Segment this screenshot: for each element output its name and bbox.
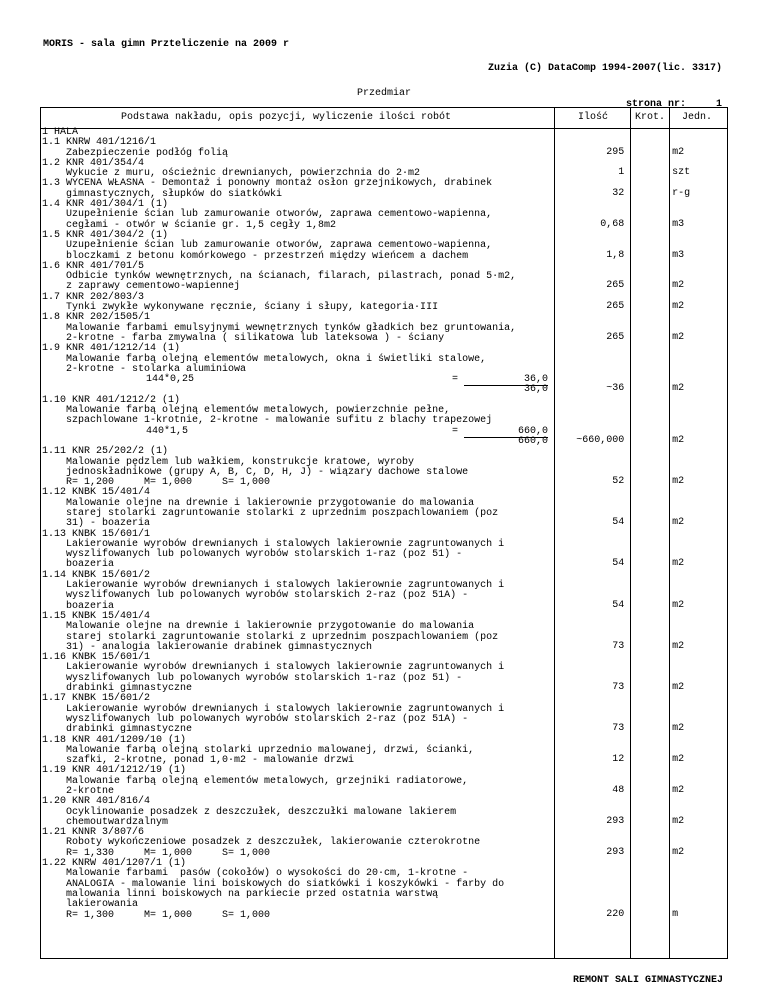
item-quantity: 1,8 [606,249,625,261]
item-text-line: Uzupełnienie ścian lub zamurowanie otworów, zaprawa cementowo-wapienna, [42,209,493,221]
item-text-line: Malowanie farbą olejną stolarki uprzednio malowanej, drzwi, ścianki, [42,744,475,756]
item-text-line: wyszlifowanych lub polowanych wyrobów stolarskich 2-raz (poz 51A) - [42,590,469,602]
item-quantity: 52 [612,476,625,488]
item-text-line: bloczkami z betonu komórkowego - przestrzeń między wieńcem a dachem [42,250,469,262]
item-quantity-cell [552,128,628,138]
item-multiplier-cell [628,344,667,395]
item-unit-cell [667,396,727,447]
item-quantity-cell [552,293,628,314]
column-header-description: Podstawa nakładu, opis pozycji, wyliczenie ilości robót [121,112,452,123]
item-unit: r-g [672,187,691,199]
document-title: Przedmiar [356,88,411,99]
calc-value: 660,0 [464,427,548,438]
item-unit: m2 [672,754,685,766]
item-text-line: boazeria [42,559,115,571]
item-quantity: 48 [612,785,625,796]
item-code-line: 1.15 KNBK 15/401/4 [42,610,151,622]
item-code-line: 1.12 KNBK 15/401/4 [42,487,151,499]
item-description [41,736,552,767]
item-quantity: 73 [612,640,625,652]
item-quantity-cell [552,766,628,797]
item-quantity: 32 [612,187,625,199]
item-quantity-cell [552,396,628,447]
item-quantity: 12 [612,754,625,766]
item-unit: m2 [672,640,685,652]
item-unit: m2 [672,723,685,735]
item-multiplier-cell [628,530,667,571]
item-text-line: gimnastycznych, słupków do siatkówki [42,188,283,200]
table-row [41,231,727,262]
item-quantity-cell [552,262,628,293]
table-row [41,293,727,314]
item-text-line: Lakierowanie wyrobów drewnianych i stalowych lakierownie zagruntowanych i [42,703,505,715]
item-quantity-cell [552,828,628,859]
item-unit: m2 [672,815,685,827]
item-description [41,766,552,797]
item-unit: m2 [672,280,685,292]
calc-total: 660,0 [517,435,548,447]
header-left: MORIS - sala gimn Przteliczenie na 2009 r [43,39,290,50]
item-text-line: 2-krotne - stolarka aluminiowa [42,363,247,375]
item-multiplier-cell [628,293,667,314]
item-text-line: 31) - boazeria [42,518,151,530]
item-quantity-cell [552,179,628,200]
item-description [41,797,552,828]
item-text-line: Tynki zwykłe wykonywane ręcznie, ściany i słupy, kategoria·III [42,302,439,314]
item-text-line: Roboty wykończeniowe posadzek z deszczułek, lakierowanie czterokrotne [42,837,481,849]
item-text-line: Malowanie farbą olejną elementów metalowych, okna i świetliki stalowe, [42,353,487,365]
item-quantity: 295 [606,146,625,158]
item-text-line: malowania linni boiskowych na parkiecie przed ostatnia warstwą [42,888,439,900]
item-description [41,612,552,653]
table-row [41,262,727,293]
table-row [41,344,727,395]
item-multiplier-cell [628,396,667,447]
item-description [41,396,552,447]
item-unit-cell [667,313,727,344]
table-row [41,488,727,529]
calc-expression: 440*1,5 [146,425,189,437]
table-row [41,200,727,231]
item-multiplier-cell [628,159,667,180]
item-code-line: 1.2 KNR 401/354/4 [42,157,145,169]
item-text-line: Malowanie farbą olejną elementów metalowych, powierzchnie pełne, [42,405,451,417]
item-quantity-cell [552,736,628,767]
item-multiplier-cell [628,128,667,138]
item-text-line: Malowanie olejne na drewnie i lakierownie przygotowanie do malowania [42,497,475,509]
header-page-number: strona nr: 1 [625,99,722,110]
item-multiplier-cell [628,262,667,293]
item-unit-cell [667,694,727,735]
item-code-line: 1.1 KNRW 401/1216/1 [42,137,157,149]
item-unit-cell [667,138,727,159]
item-unit: m2 [672,331,685,343]
item-text-line: lakierowania [42,899,139,911]
item-multiplier-cell [628,447,667,488]
item-description [41,447,552,488]
item-text-line: 2-krotne - farba zmywalna ( silikatowa lub lateksowa ) - ściany [42,332,445,344]
item-unit: m2 [672,599,685,611]
item-unit: m2 [672,682,685,694]
item-text-line: cegłami - otwór w ścianie gr. 1,5 cegły 1,8m2 [42,219,337,231]
item-text-line: boazeria [42,600,115,612]
item-text-line: Malowanie farbami pasów (cokołów) o wysokości do 20·cm, 1-krotne - [42,868,469,880]
column-header-quantity: Ilość [578,112,609,123]
table-row [41,694,727,735]
footer-title: REMONT SALI GIMNASTYCZNEJ [572,975,723,986]
calc-equals: = [452,425,459,437]
item-quantity: 265 [606,280,625,292]
item-text-line: Wykucie z muru, ościeżnic drewnianych, powierzchnia do 2·m2 [42,168,421,180]
item-description [41,200,552,231]
item-description [41,262,552,293]
item-unit: m3 [672,218,685,230]
item-code-line: 1.10 KNR 401/1212/2 (1) [42,394,181,406]
item-code-line: 1.20 KNR 401/816/4 [42,796,151,808]
item-multiplier-cell [628,488,667,529]
item-unit: m2 [672,434,685,446]
table-row [41,653,727,694]
item-unit-cell [667,159,727,180]
item-unit: m2 [672,517,685,529]
item-quantity: 0,68 [600,218,625,230]
table-row [41,612,727,653]
item-unit-cell [667,200,727,231]
item-unit-cell [667,447,727,488]
item-quantity-cell [552,859,628,921]
item-quantity-cell [552,231,628,262]
item-text-line: z zaprawy cementowo-wapiennej [42,281,241,293]
table-row [41,530,727,571]
item-description [41,488,552,529]
item-unit-cell [667,828,727,859]
item-code-line: 1.14 KNBK 15/601/2 [42,569,151,581]
item-description [41,828,552,859]
item-text-line: Malowanie farbami emulsyjnymi wewnętrznych tynków gładkich bez gruntowania, [42,322,517,334]
item-quantity-cell [552,447,628,488]
item-text-line: starej stolarki zagruntowanie stolarki z uprzednim poszpachlowaniem (poz [42,507,499,519]
item-description [41,344,552,395]
item-unit: m2 [672,146,685,158]
item-text-line: R= 1,330 M= 1,000 S= 1,000 [42,847,271,859]
item-text-line: Lakierowanie wyrobów drewnianych i stalowych lakierownie zagruntowanych i [42,662,505,674]
item-multiplier-cell [628,694,667,735]
item-description [41,694,552,735]
item-description [41,571,552,612]
item-code-line: 1.5 KNR 401/304/2 (1) [42,229,169,241]
calc-line [42,427,552,437]
table-row [41,396,727,447]
item-quantity: ~660,000 [576,434,625,446]
item-unit-cell [667,488,727,529]
item-text-line: 2-krotne [42,786,115,797]
item-quantity-cell [552,200,628,231]
item-code-line: 1.8 KNR 202/1505/1 [42,312,151,324]
item-quantity-cell [552,344,628,395]
item-quantity-cell [552,797,628,828]
item-text-line: Malowanie pędzlem lub wałkiem, konstrukcje kratowe, wyroby [42,456,415,468]
item-multiplier-cell [628,179,667,200]
item-multiplier-cell [628,766,667,797]
item-text-line: Lakierowanie wyrobów drewnianych i stalowych lakierownie zagruntowanych i [42,538,505,550]
item-text-line: R= 1,300 M= 1,000 S= 1,000 [42,909,271,921]
table-row [41,797,727,828]
item-quantity: 293 [606,846,625,858]
item-text-line: ANALOGIA - malowanie lini boiskowych do siatkówki i koszykówki - farby do [42,878,505,890]
estimate-table [40,107,728,959]
table-row [41,138,727,159]
item-text-line: jednoskładnikowe (grupy A, B, C, D, H, J) - wiązary dachowe stalowe [42,466,469,478]
item-multiplier-cell [628,313,667,344]
item-text-line: Lakierowanie wyrobów drewnianych i stalowych lakierownie zagruntowanych i [42,580,505,592]
table-row [41,447,727,488]
item-code-line: 1.11 KNR 25/202/2 (1) [42,446,169,458]
item-multiplier-cell [628,200,667,231]
item-quantity-cell [552,571,628,612]
item-text-line: szpachlowane 1-krotnie, 2-krotne - malowanie sufitu z blachy trapezowej [42,415,493,427]
item-description [41,530,552,571]
item-multiplier-cell [628,612,667,653]
item-text-line: drabinki gimnastyczne [42,724,193,736]
item-text-line: Zabezpieczenie podłóg folią [42,147,229,159]
item-unit: m2 [672,558,685,570]
item-quantity: 54 [612,517,625,529]
item-code-line: 1.6 KNR 401/701/5 [42,260,145,272]
item-multiplier-cell [628,653,667,694]
item-code-line: 1.19 KNR 401/1212/19 (1) [42,765,187,777]
item-text-line: chemoutwardzalnym [42,816,169,828]
item-unit-cell [667,571,727,612]
item-description [41,859,552,921]
item-text-line: drabinki gimnastyczne [42,683,193,695]
item-unit: m2 [672,785,685,796]
item-unit-cell [667,262,727,293]
table-row [41,159,727,180]
item-quantity-cell [552,530,628,571]
item-code-line: 1.18 KNR 401/1209/10 (1) [42,734,187,746]
item-text-line: Uzupełnienie ścian lub zamurowanie otworów, zaprawa cementowo-wapienna, [42,240,493,252]
table-row [41,766,727,797]
item-quantity-cell [552,159,628,180]
item-quantity: 265 [606,331,625,343]
item-quantity-cell [552,653,628,694]
item-multiplier-cell [628,736,667,767]
item-code-line: 1.7 KNR 202/803/3 [42,291,145,303]
item-quantity-cell [552,612,628,653]
item-quantity: 54 [612,599,625,611]
item-text-line: wyszlifowanych lub polowanych wyrobów stolarskich 1-raz (poz 51) - [42,549,463,561]
column-header-unit: Jedn. [682,112,713,123]
item-text-line: Malowanie olejne na drewnie i lakierownie przygotowanie do malowania [42,621,475,633]
item-description [41,231,552,262]
item-unit-cell [667,231,727,262]
item-quantity-cell [552,488,628,529]
item-unit-cell [667,859,727,921]
table-row [41,179,727,200]
item-unit-cell [667,612,727,653]
item-unit-cell [667,179,727,200]
item-code-line: 1.16 KNBK 15/601/1 [42,652,151,664]
table-row [41,828,727,859]
item-multiplier-cell [628,859,667,921]
calc-value: 36,0 [464,375,548,386]
calc-expression: 144*0,25 [146,374,195,386]
item-unit: szt [672,167,691,179]
item-text-line: wyszlifowanych lub polowanych wyrobów stolarskich 1-raz (poz 51) - [42,672,463,684]
header-program: Zuzia (C) DataComp 1994-2007(lic. 3317) [487,63,722,74]
calc-equals: = [452,374,459,386]
item-description [41,313,552,344]
table-body [41,128,727,921]
item-code-line: 1 HALA [42,127,79,138]
item-code-line: 1.13 KNBK 15/601/1 [42,528,151,540]
item-description [41,138,552,159]
item-unit: m3 [672,249,685,261]
item-code-line: 1.22 KNRW 401/1207/1 (1) [42,858,187,870]
item-quantity-cell [552,694,628,735]
item-quantity: 54 [612,558,625,570]
item-text-line: 31) - analogia lakierowanie drabinek gimnastycznych [42,641,373,653]
item-quantity: 265 [606,301,625,313]
item-quantity: 220 [606,908,625,920]
table-row [41,313,727,344]
calc-total: 36,0 [523,384,548,396]
item-code-line: 1.17 KNBK 15/601/2 [42,693,151,705]
item-unit: m2 [672,383,685,395]
item-unit-cell [667,128,727,138]
item-text-line: Ocyklinowanie posadzek z deszczułek, deszczułki malowane lakierem [42,806,457,818]
item-code-line: 1.9 KNR 401/1212/14 (1) [42,343,181,355]
item-quantity: 1 [618,167,625,179]
item-unit: m2 [672,476,685,488]
table-row [41,736,727,767]
item-multiplier-cell [628,231,667,262]
item-multiplier-cell [628,797,667,828]
table-row [41,571,727,612]
item-quantity: 293 [606,815,625,827]
item-unit: m [672,908,679,920]
item-unit-cell [667,766,727,797]
item-unit-cell [667,293,727,314]
item-unit: m2 [672,301,685,313]
item-description [41,179,552,200]
item-text-line: R= 1,200 M= 1,000 S= 1,000 [42,477,271,489]
item-quantity: 73 [612,723,625,735]
item-text-line: wyszlifowanych lub polowanych wyrobów stolarskich 2-raz (poz 51A) - [42,713,469,725]
item-quantity-cell [552,313,628,344]
item-unit-cell [667,653,727,694]
item-unit-cell [667,530,727,571]
item-multiplier-cell [628,571,667,612]
item-unit: m2 [672,846,685,858]
item-description [41,653,552,694]
item-code-line: 1.4 KNR 401/304/1 (1) [42,199,169,211]
item-text-line: starej stolarki zagruntowanie stolarki z uprzednim poszpachlowaniem (poz [42,631,499,643]
item-unit-cell [667,344,727,395]
item-text-line: Odbicie tynków wewnętrznych, na ścianach, filarach, pilastrach, ponad 5·m2, [42,271,517,283]
item-quantity: 73 [612,682,625,694]
item-description [41,293,552,314]
column-header-multiplier: Krot. [635,112,666,123]
item-text-line: szafki, 2-krotne, ponad 1,0·m2 - malowanie drzwi [42,755,355,767]
item-unit-cell [667,797,727,828]
item-code-line: 1.21 KNNR 3/807/6 [42,827,145,839]
item-multiplier-cell [628,828,667,859]
table-row [41,859,727,921]
item-multiplier-cell [628,138,667,159]
item-description [41,159,552,180]
item-quantity: ~36 [606,383,625,395]
item-unit-cell [667,736,727,767]
calc-line [42,375,552,385]
item-quantity-cell [552,138,628,159]
item-code-line: 1.3 WYCENA WŁASNA - Demontaż i ponowny montaż osłon grzejnikowych, drabinek [42,178,493,190]
item-text-line: Malowanie farbą olejną elementów metalowych, grzejniki radiatorowe, [42,775,469,787]
